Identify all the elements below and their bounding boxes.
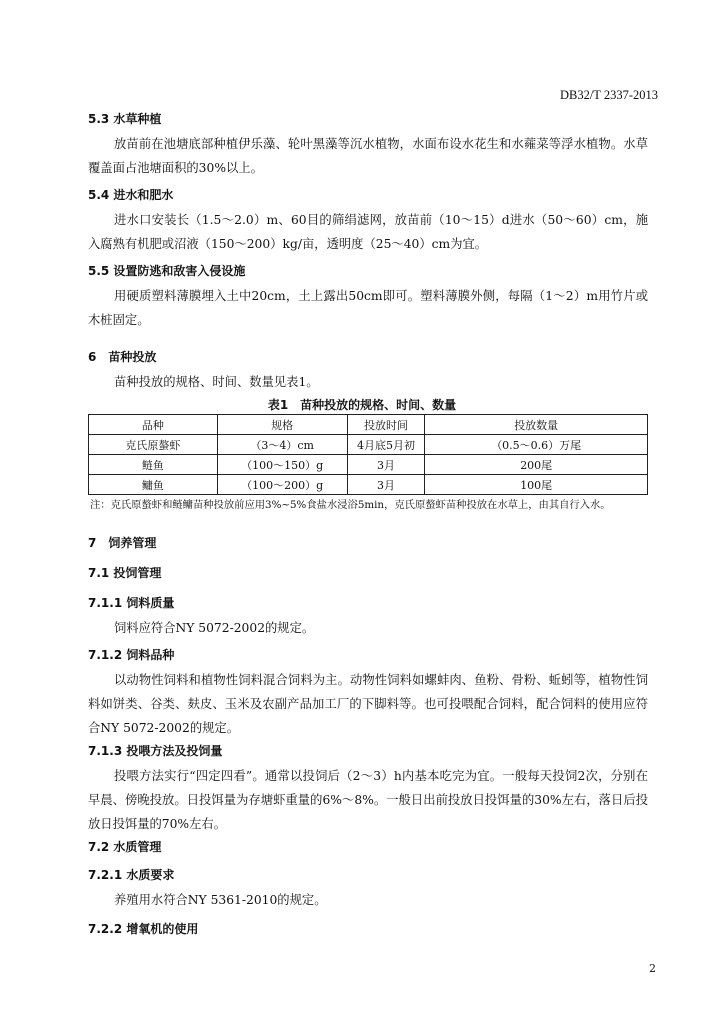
heading-5-4: 5.4 进水和肥水 xyxy=(88,188,174,202)
heading-5-3: 5.3 水草种植 xyxy=(88,112,162,126)
document-code: DB32/T 2337-2013 xyxy=(559,88,658,102)
table-header-row xyxy=(89,415,648,435)
heading-7-1-1: 7.1.1 饲料质量 xyxy=(88,596,175,610)
heading-6: 6 苗种投放 xyxy=(88,350,157,364)
page-number: 2 xyxy=(649,962,656,975)
heading-7-2: 7.2 水质管理 xyxy=(88,840,162,854)
heading-7: 7 饲养管理 xyxy=(88,536,157,550)
column-header: 品种 xyxy=(89,415,218,435)
heading-7-2-1: 7.2.1 水质要求 xyxy=(88,868,175,882)
paragraph-7-1-3: 投喂方法实行“四定四看”。通常以投饲后（2～3）h内基本吃完为宜。一般每天投饲2次，分别在早晨、傍晚投放。日投饵量为存塘虾重量的6%～8%。一般日出前投放日投饵量的30%左右，落日后投放日投饵量的70%左右。 xyxy=(88,769,648,831)
table-row xyxy=(89,435,648,455)
seed-stocking-table xyxy=(88,414,648,495)
heading-7-1: 7.1 投饲管理 xyxy=(88,566,162,580)
table-note: 注：克氏原螯虾和鲢鳙苗种投放前应用3%~5%食盐水浸浴5min，克氏原螯虾苗种投放在水草上，由其自行入水。 xyxy=(90,499,611,511)
heading-7-1-2: 7.1.2 饲料品种 xyxy=(88,648,175,662)
table-row xyxy=(89,475,648,495)
heading-7-1-3: 7.1.3 投喂方法及投饲量 xyxy=(88,744,223,758)
paragraph-7-2-1: 养殖用水符合NY 5361-2010的规定。 xyxy=(114,893,327,907)
heading-7-2-2: 7.2.2 增氧机的使用 xyxy=(88,922,199,936)
table-cell: （100～150）g xyxy=(217,455,347,475)
table-cell: （3～4）cm xyxy=(217,435,347,455)
paragraph-5-4: 进水口安装长（1.5～2.0）m、60目的筛绢滤网，放苗前（10～15）d进水（50～60）cm，施入腐熟有机肥或沼液（150～200）kg/亩，透明度（25～40）cm为宜。 xyxy=(88,213,648,251)
table-cell: （0.5～0.6）万尾 xyxy=(425,435,648,455)
table-cell: 100尾 xyxy=(425,475,648,495)
paragraph-7-1-1: 饲料应符合NY 5072-2002的规定。 xyxy=(114,621,315,635)
table-cell: 鲢鱼 xyxy=(89,455,218,475)
paragraph-5-3: 放苗前在池塘底部种植伊乐藻、轮叶黑藻等沉水植物，水面布设水花生和水蕹菜等浮水植物。水草覆盖面占池塘面积的30%以上。 xyxy=(88,137,648,175)
table-cell: 克氏原螯虾 xyxy=(89,435,218,455)
column-header: 规格 xyxy=(217,415,347,435)
column-header: 投放时间 xyxy=(347,415,425,435)
paragraph-5-5: 用硬质塑料薄膜埋入土中20cm，土上露出50cm即可。塑料薄膜外侧，每隔（1～2）m用竹片或木桩固定。 xyxy=(88,289,648,327)
table-title: 表1 苗种投放的规格、时间、数量 xyxy=(267,398,457,412)
paragraph-7-1-2: 以动物性饲料和植物性饲料混合饲料为主。动物性饲料如螺蚌肉、鱼粉、骨粉、蚯蚓等，植物性饲料如饼类、谷类、麸皮、玉米及农副产品加工厂的下脚料等。也可投喂配合饲料，配合饲料的使用应符合NY 5072-2002的规定。 xyxy=(88,673,648,735)
table-cell: 3月 xyxy=(347,455,425,475)
heading-5-5: 5.5 设置防逃和敌害入侵设施 xyxy=(88,264,246,278)
table-cell: 3月 xyxy=(347,475,425,495)
table-row xyxy=(89,455,648,475)
column-header: 投放数量 xyxy=(425,415,648,435)
table-cell: 鳙鱼 xyxy=(89,475,218,495)
table-cell: 200尾 xyxy=(425,455,648,475)
paragraph-6: 苗种投放的规格、时间、数量见表1。 xyxy=(114,375,319,389)
table-cell: 4月底5月初 xyxy=(347,435,425,455)
table-cell: （100～200）g xyxy=(217,475,347,495)
